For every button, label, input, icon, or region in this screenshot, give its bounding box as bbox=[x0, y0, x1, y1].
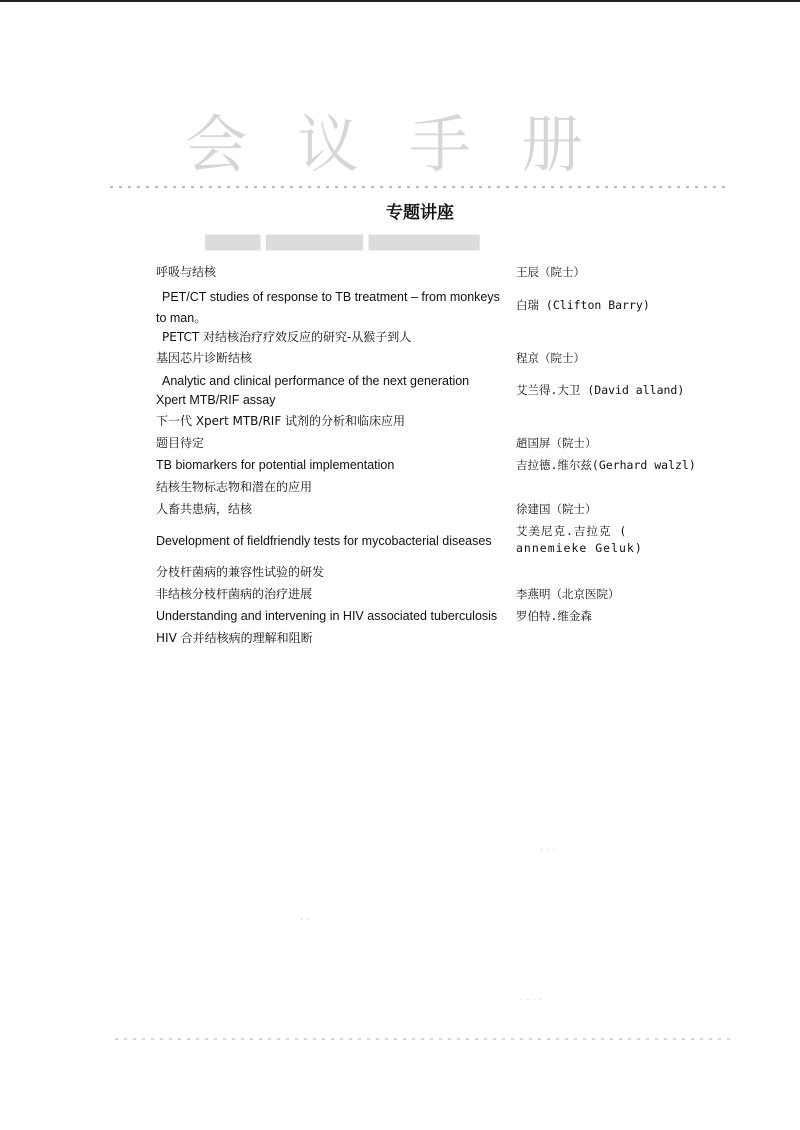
lecture-speaker-11: 艾美尼克.吉拉克 ( annemieke Geluk) bbox=[516, 524, 643, 555]
lecture-title-12: 分枝杆菌病的兼容性试验的研发 bbox=[156, 565, 325, 579]
lecture-speaker-8: 吉拉德.维尔兹(Gerhard walzl) bbox=[516, 458, 696, 472]
lecture-title-2: PET/CT studies of response to TB treatment – from monkeys to man。 bbox=[156, 290, 500, 325]
lecture-speaker-2: 白瑞 (Clifton Barry) bbox=[516, 298, 650, 312]
lecture-title-6: 下一代 Xpert MTB/RIF 试剂的分析和临床应用 bbox=[156, 414, 406, 428]
scan-top-edge bbox=[0, 0, 800, 2]
lecture-title-8: TB biomarkers for potential implementation bbox=[156, 458, 395, 472]
lecture-speaker-14: 罗伯特.维金森 bbox=[516, 609, 592, 623]
scan-speck: · · · bbox=[540, 845, 556, 856]
lecture-speaker-4: 程京（院士） bbox=[516, 351, 585, 365]
lecture-title-15: HIV 合并结核病的理解和阻断 bbox=[156, 631, 313, 645]
section-title: 专题讲座 bbox=[386, 203, 454, 223]
lecture-title-1: 呼吸与结核 bbox=[156, 265, 217, 279]
faded-header-title: 会议手册 bbox=[185, 110, 634, 180]
lecture-speaker-1: 王辰（院士） bbox=[516, 265, 585, 279]
lecture-title-13: 非结核分枝杆菌病的治疗进展 bbox=[156, 587, 313, 601]
lecture-title-10: 人畜共患病，结核 bbox=[156, 502, 253, 516]
lecture-title-4: 基因芯片诊断结核 bbox=[156, 351, 253, 365]
lecture-title-3: PETCT 对结核治疗疗效反应的研究-从猴子到人 bbox=[162, 330, 412, 344]
lecture-title-11: Development of fieldfriendly tests for mycobacterial diseases bbox=[156, 534, 492, 548]
lecture-title-7: 题目待定 bbox=[156, 436, 205, 450]
scan-dotted-line bbox=[110, 186, 730, 188]
lecture-title-5: Analytic and clinical performance of the next generation Xpert MTB/RIF assay bbox=[156, 374, 470, 407]
lecture-speaker-5: 艾兰得.大卫 (David alland) bbox=[516, 383, 685, 397]
scan-dotted-line-bottom bbox=[115, 1038, 735, 1040]
lecture-title-14: Understanding and intervening in HIV associated tuberculosis bbox=[156, 609, 498, 623]
faded-subtitle: ▆▆▆▆ ▆▆▆▆▆▆▆ ▆▆▆▆▆▆▆▆ bbox=[205, 230, 480, 251]
lecture-title-9: 结核生物标志物和潜在的应用 bbox=[156, 480, 313, 494]
lecture-speaker-13: 李燕明（北京医院） bbox=[516, 587, 620, 601]
scan-speck: · · bbox=[300, 915, 310, 926]
lecture-speaker-10: 徐建国（院士） bbox=[516, 502, 597, 516]
lecture-speaker-7: 趙国屏（院士） bbox=[516, 436, 597, 450]
scan-speck: · · · · bbox=[520, 995, 543, 1006]
